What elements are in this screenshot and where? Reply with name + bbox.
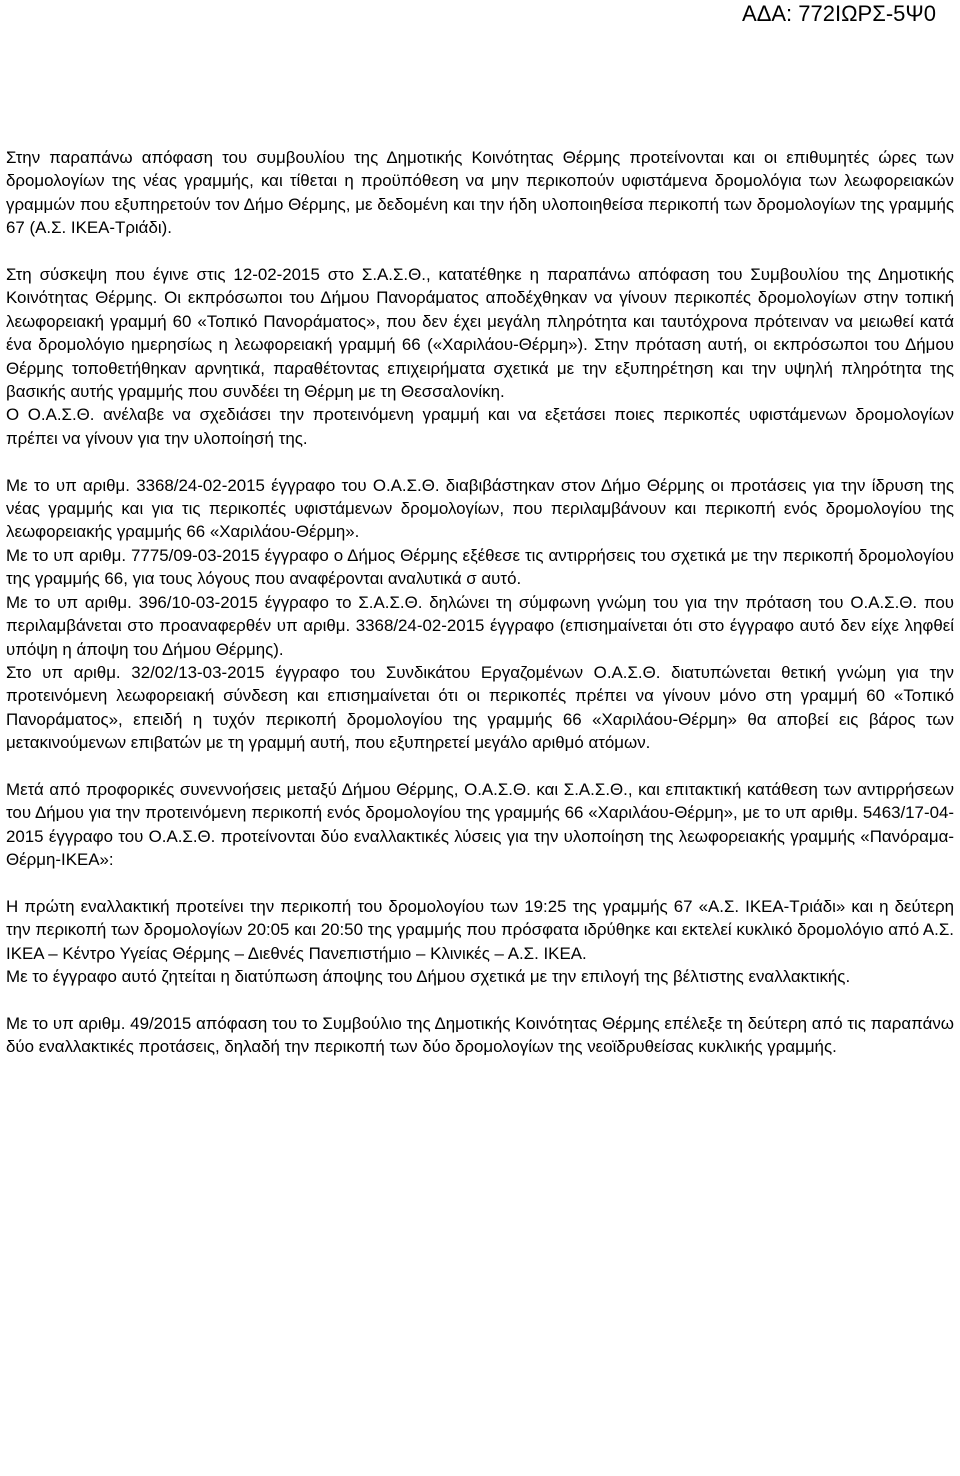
paragraph: Η πρώτη εναλλακτική προτείνει την περικοπή του δρομολογίου των 19:25 της γραμμής 67 «Α.Σ. ΙΚΕΑ-Τριάδι» και η δεύτερη την περικοπή των δρομολογίων 20:05 και 20:50 της γραμμής που πρόσφατα ιδρύθηκε και εκτελεί κυκλικό δρομολόγιο από Α.Σ. ΙΚΕΑ – Κέντρο Υγείας Θέρμης – Διεθνές Πανεπιστήμιο – Κλινικές – Α.Σ. ΙΚΕΑ.: [6, 896, 954, 963]
paragraph: Στη σύσκεψη που έγινε στις 12-02-2015 στο Σ.Α.Σ.Θ., κατατέθηκε η παραπάνω απόφαση του Συμβουλίου της Δημοτικής Κοινότητας Θέρμης. Οι εκπρόσωποι του Δήμου Πανοράματος αποδέχθηκαν να γίνουν περικοπές δρομολογίων στην τοπική λεωφορειακή γραμμή 60 «Τοπικό Πανοράματος», που δεν έχει μεγάλη πληρότητα και ταυτόχρονα πρότειναν να μειωθεί κατά ένα δρομολόγιο ημερησίως η λεωφορειακή γραμμή 66 («Χαριλάου-Θέρμη»). Στην πρόταση αυτή, οι εκπρόσωποι του Δήμου Θέρμης τοποθετήθηκαν αρνητικά, παραθέτοντας επιχειρήματα σχετικά με την εξυπηρέτηση και την υψηλή πληρότητα της βασικής αυτής γραμμής που συνδέει τη Θέρμη με τη Θεσσαλονίκη.: [6, 265, 954, 402]
paragraph: Με το υπ αριθμ. 7775/09-03-2015 έγγραφο ο Δήμος Θέρμης εξέθεσε τις αντιρρήσεις του σχετικά με την περικοπή δρομολογίου της γραμμής 66, για τους λόγους που αναφέρονται αναλυτικά σ αυτό.: [6, 545, 954, 589]
paragraph: Με το υπ αριθμ. 49/2015 απόφαση του το Συμβούλιο της Δημοτικής Κοινότητας Θέρμης επέλεξε τη δεύτερη από τις παραπάνω δύο εναλλακτικές προτάσεις, δηλαδή την περικοπή των δύο δρομολογίων της νεοϊδρυθείσας κυκλικής γραμμής.: [6, 1013, 954, 1057]
paragraph: Στο υπ αριθμ. 32/02/13-03-2015 έγγραφο του Συνδικάτου Εργαζομένων Ο.Α.Σ.Θ. διατυπώνεται θετική γνώμη για την προτεινόμενη λεωφορειακή σύνδεση και επισημαίνεται ότι οι περικοπές πρέπει να γίνουν μόνο στη γραμμή 60 «Τοπικό Πανοράματος», επειδή η τυχόν περικοπή δρομολογίου της γραμμής 66 «Χαριλάου-Θέρμη» θα αποβεί εις βάρος των μετακινούμενων επιβατών με τη γραμμή αυτή, που εξυπηρετεί μεγάλο αριθμό ατόμων.: [6, 662, 954, 753]
paragraph: Με το υπ αριθμ. 3368/24-02-2015 έγγραφο του Ο.Α.Σ.Θ. διαβιβάστηκαν στον Δήμο Θέρμης οι προτάσεις για την ίδρυση της νέας γραμμής και για τις περικοπές υφιστάμενων δρομολογίων, που περιλαμβάνουν και περικοπή ενός δρομολογίου της λεωφορειακής γραμμής 66 «Χαριλάου-Θέρμη».: [6, 475, 954, 542]
paragraph: Ο Ο.Α.Σ.Θ. ανέλαβε να σχεδιάσει την προτεινόμενη γραμμή και να εξετάσει ποιες περικοπές υφιστάμενων δρομολογίων πρέπει να γίνουν για την υλοποίησή της.: [6, 405, 954, 448]
document-body: [6, 146, 954, 1059]
document-code: ΑΔΑ: 772ΙΩΡΣ-5Ψ0: [742, 1, 936, 26]
paragraph: Με το υπ αριθμ. 396/10-03-2015 έγγραφο το Σ.Α.Σ.Θ. δηλώνει τη σύμφωνη γνώμη του για την πρόταση του Ο.Α.Σ.Θ. που περιλαμβάνεται στο προαναφερθέν υπ αριθμ. 3368/24-02-2015 έγγραφο (επισημαίνεται ότι στο έγγραφο αυτό δεν είχε ληφθεί υπόψη η άποψη του Δήμου Θέρμης).: [6, 592, 954, 659]
paragraph: Στην παραπάνω απόφαση του συμβουλίου της Δημοτικής Κοινότητας Θέρμης προτείνονται και οι επιθυμητές ώρες των δρομολογίων της νέας γραμμής, και τίθεται η προϋπόθεση να μην περικοπούν υφιστάμενα δρομολόγια των λεωφορειακών γραμμών που εξυπηρετούν τον Δήμο Θέρμης, με δεδομένη και την ήδη υλοποιηθείσα περικοπή των δρομολογίων της γραμμής 67 (Α.Σ. ΙΚΕΑ-Τριάδι).: [6, 148, 954, 238]
paragraph: Μετά από προφορικές συνεννοήσεις μεταξύ Δήμου Θέρμης, Ο.Α.Σ.Θ. και Σ.Α.Σ.Θ., και επιτακτική κατάθεση των αντιρρήσεων του Δήμου για την προτεινόμενη περικοπή ενός δρομολογίου της γραμμής 66 «Χαριλάου-Θέρμη», με το υπ αριθμ. 5463/17-04-2015 έγγραφο του Ο.Α.Σ.Θ. προτείνονται δύο εναλλακτικές λύσεις για την υλοποίηση της λεωφορειακής γραμμής «Πανόραμα-Θέρμη-ΙΚΕΑ»:: [6, 779, 954, 870]
paragraph: Με το έγγραφο αυτό ζητείται η διατύπωση άποψης του Δήμου σχετικά με την επιλογή της βέλτιστης εναλλακτικής.: [6, 967, 851, 987]
